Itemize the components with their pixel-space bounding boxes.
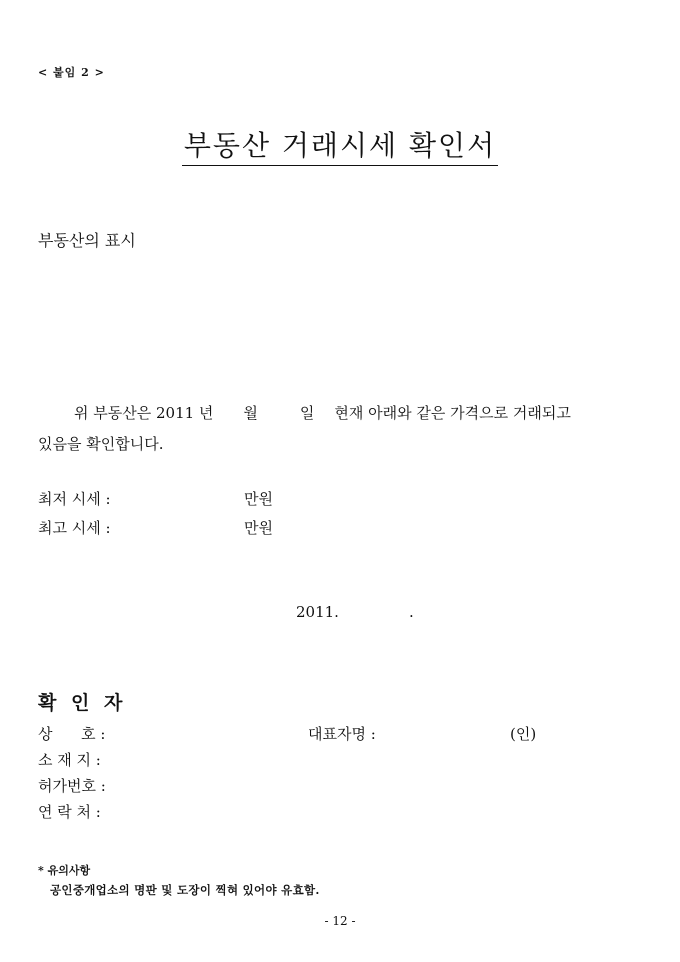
min-price-label: 최저 시세 : — [38, 490, 111, 508]
max-price-label: 최고 시세 : — [38, 519, 111, 537]
statement-month: 월 — [243, 404, 258, 422]
min-price-unit: 만원 — [244, 490, 273, 508]
document-title-text: 부동산 거래시세 확인서 — [182, 129, 498, 166]
statement-day: 일 — [299, 404, 315, 422]
date-line — [296, 603, 414, 621]
license-number-label: 허가번호 : — [38, 777, 106, 795]
notes-body: 공인중개업소의 명판 및 도장이 찍혀 있어야 유효함. — [50, 883, 320, 897]
seal-mark: (인) — [510, 725, 537, 743]
date-year: 2011. — [296, 603, 339, 621]
business-name-label: 상 호 : — [38, 725, 106, 743]
statement-year: 위 부동산은 2011 년 — [74, 404, 214, 422]
address-label: 소 재 지 : — [38, 751, 101, 769]
attachment-label: < 붙임 2 > — [38, 66, 105, 79]
max-price-unit: 만원 — [244, 519, 273, 537]
page-number: - 12 - — [324, 914, 356, 928]
notes-title: * 유의사항 — [38, 864, 91, 877]
statement-paragraph — [38, 398, 638, 460]
contact-label: 연 락 처 : — [38, 803, 101, 821]
date-dot: . — [408, 603, 414, 621]
property-section-heading: 부동산의 표시 — [38, 231, 136, 250]
representative-label: 대표자명 : — [308, 725, 376, 743]
statement-rest: 현재 아래와 같은 가격으로 거래되고 — [334, 404, 571, 422]
document-title — [0, 124, 680, 164]
statement-line2: 있음을 확인합니다. — [38, 435, 164, 453]
confirmer-heading: 확 인 자 — [38, 692, 127, 714]
